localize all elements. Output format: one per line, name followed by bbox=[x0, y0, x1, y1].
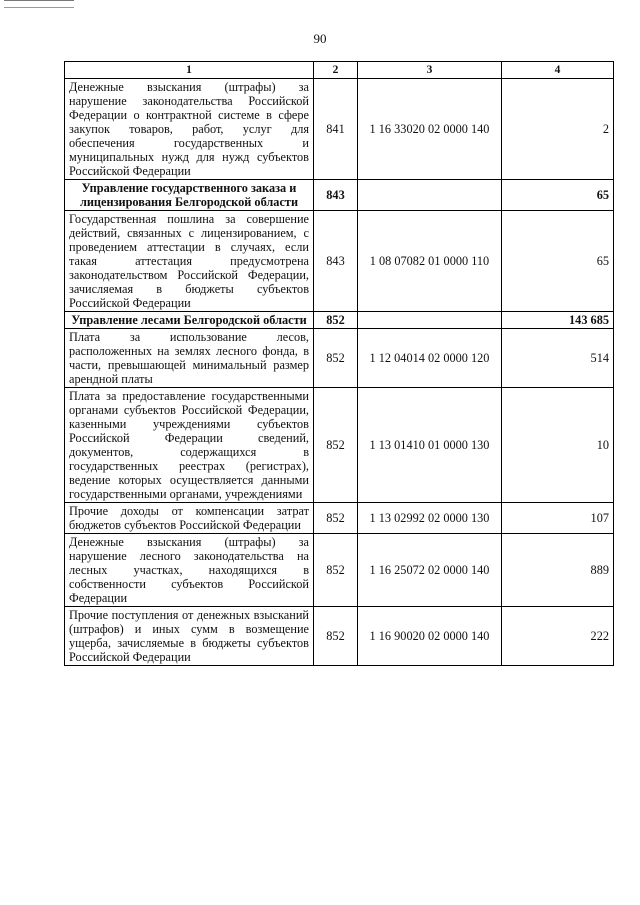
column-header-1: 1 bbox=[65, 62, 314, 79]
revenue-table bbox=[64, 61, 614, 666]
row-amount: 514 bbox=[502, 329, 614, 388]
row-budget-code: 1 13 02992 02 0000 130 bbox=[358, 503, 502, 534]
section-budget-code bbox=[358, 312, 502, 329]
table-row bbox=[65, 534, 614, 607]
row-name: Прочие доходы от компенсации затрат бюджетов субъектов Российской Федерации bbox=[65, 503, 314, 534]
row-admin-code: 841 bbox=[314, 79, 358, 180]
section-amount: 143 685 bbox=[502, 312, 614, 329]
section-row bbox=[65, 180, 614, 211]
row-name: Денежные взыскания (штрафы) за нарушение законодательства Российской Федерации о контрактной системе в сфере закупок товаров, работ, услуг для обеспечения государственных и муниципальных нужд для нужд субъектов Российской Федерации bbox=[65, 79, 314, 180]
table-row bbox=[65, 329, 614, 388]
row-name: Государственная пошлина за совершение действий, связанных с лицензированием, с проведением аттестации в случаях, если такая аттестация предусмотрена законодательством Российской Федерации, зачисляемая в бюджеты субъектов Российской Федерации bbox=[65, 211, 314, 312]
row-budget-code: 1 16 33020 02 0000 140 bbox=[358, 79, 502, 180]
row-budget-code: 1 08 07082 01 0000 110 bbox=[358, 211, 502, 312]
row-admin-code: 852 bbox=[314, 534, 358, 607]
row-amount: 65 bbox=[502, 211, 614, 312]
row-amount: 222 bbox=[502, 607, 614, 666]
table-row bbox=[65, 607, 614, 666]
table-row bbox=[65, 503, 614, 534]
section-name: Управление государственного заказа и лицензирования Белгородской области bbox=[65, 180, 314, 211]
row-admin-code: 852 bbox=[314, 607, 358, 666]
row-name: Прочие поступления от денежных взысканий (штрафов) и иных сумм в возмещение ущерба, зачисляемые в бюджеты субъектов Российской Федерации bbox=[65, 607, 314, 666]
row-amount: 107 bbox=[502, 503, 614, 534]
page-number: 90 bbox=[313, 31, 327, 46]
column-header-2: 2 bbox=[314, 62, 358, 79]
row-budget-code: 1 16 25072 02 0000 140 bbox=[358, 534, 502, 607]
column-header-4: 4 bbox=[502, 62, 614, 79]
row-amount: 10 bbox=[502, 388, 614, 503]
row-budget-code: 1 12 04014 02 0000 120 bbox=[358, 329, 502, 388]
table-row bbox=[65, 388, 614, 503]
section-admin-code: 843 bbox=[314, 180, 358, 211]
section-name: Управление лесами Белгородской области bbox=[65, 312, 314, 329]
section-amount: 65 bbox=[502, 180, 614, 211]
section-row bbox=[65, 312, 614, 329]
row-amount: 889 bbox=[502, 534, 614, 607]
row-name: Денежные взыскания (штрафы) за нарушение лесного законодательства на лесных участках, находящихся в собственности субъектов Российской Федерации bbox=[65, 534, 314, 607]
row-budget-code: 1 13 01410 01 0000 130 bbox=[358, 388, 502, 503]
row-admin-code: 843 bbox=[314, 211, 358, 312]
row-amount: 2 bbox=[502, 79, 614, 180]
row-admin-code: 852 bbox=[314, 388, 358, 503]
row-admin-code: 852 bbox=[314, 503, 358, 534]
section-budget-code bbox=[358, 180, 502, 211]
column-header-3: 3 bbox=[358, 62, 502, 79]
row-name: Плата за предоставление государственными органами субъектов Российской Федерации, казенными учреждениями субъектов Российской Федерации сведений, документов, содержащихся в государственных реестрах (регистрах), ведение которых осуществляется данными государственными органами, учреждениями bbox=[65, 388, 314, 503]
row-name: Плата за использование лесов, расположенных на землях лесного фонда, в части, превышающей минимальный размер арендной платы bbox=[65, 329, 314, 388]
row-admin-code: 852 bbox=[314, 329, 358, 388]
table-row bbox=[65, 211, 614, 312]
section-admin-code: 852 bbox=[314, 312, 358, 329]
table-row bbox=[65, 79, 614, 180]
scan-margin-mark bbox=[4, 0, 74, 8]
row-budget-code: 1 16 90020 02 0000 140 bbox=[358, 607, 502, 666]
table-header-row bbox=[65, 62, 614, 79]
